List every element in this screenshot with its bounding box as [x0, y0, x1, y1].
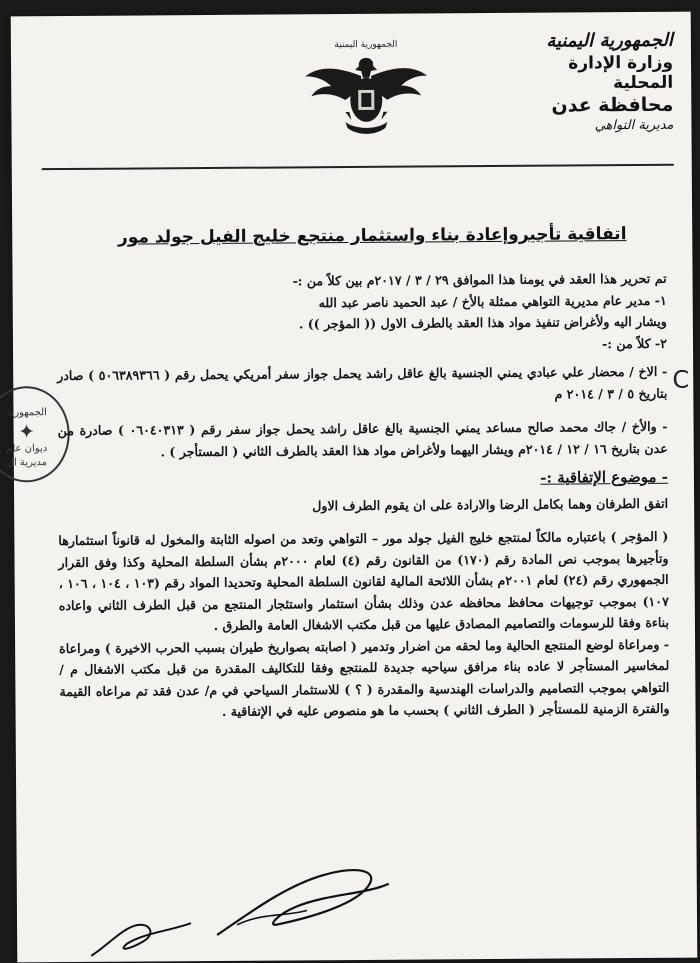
header-divider [42, 164, 674, 170]
paragraph-party-2-intro: ٢- كلاً من :- [602, 335, 668, 351]
letterhead [503, 30, 674, 134]
signature-right [207, 854, 398, 945]
signature-left [87, 915, 197, 962]
document-title: اتفاقية تأجيروإعادة بناء واستثمار منتجع خليج الفيل جولد مور [117, 224, 627, 248]
paragraph-agreement-conditions: - ومراعاة لوضع المنتجع الحالية وما لحقه من اضرار وتدمير ( اصابته بصواريخ طيران بسبب الحرب الاخيرة ) ومراعاة لمخاسير المستأجر لا عاده بناء مرافق سياحيه جديدة للمنتجع وفقا للتكاليف المقدرة من قبل مكتب الاشغال م / التواهي بموجب التصاميم والدراسات الهندسية والمقدرة ( ؟ ) للاستثمار السياحي في م/ عدن فقد تم مراعاه القيمة والفترة الزمنية للمستأجر ( الطرف الثاني ) بحسب ما هو منصوص عليه في الإتفاقية . [59, 636, 670, 719]
paragraph-agreement-basis: ( المؤجر ) باعتباره مالكاً لمنتجع خليج الفيل جولد مور – التواهي وتعد من اصوله الثابتة والمخول له قانوناً استثمارها وتأجيرها بموجب نص المادة رقم (١٧٠) من القانون رقم (٤) لعام ٢٠٠٠م بشأن السلطة المحلية وكذا وفق القرار الجمهوري رقم (٢٤) لعام ٢٠٠١م بشأن اللائحة المالية لقانون السلطة المحلية وتحديدا المواد رقم (١٠٣ ، ١٠٤ ، ١٠٦ ، ١٠٧) بموجب توجيهات محافظ محافظه عدن وذلك بشأن استثمار واستئجار المنتجع من قبل الطرف الثاني واعاده بناءة وفقا للرسومات والتصاميم المصادق عليها من قبل مكتب الاشغال العامة والطرق . [58, 528, 670, 633]
header-governorate: محافظة عدن [551, 93, 674, 117]
section-heading: - موضوع الإتفاقية :- [540, 467, 668, 487]
paragraph-agreement-intro: اتفق الطرفان وهما بكامل الرضا والارادة على ان يقوم الطرف الاول [312, 495, 669, 513]
paragraph-party-2b: - والأخ / جاك محمد صالح مساعد يمني الجنسية بالغ عاقل راشد يحمل جواز سفر رقم ( ٠٦٠٤٠٣١٣ ) صادرة من عدن بتاريخ ١٦ / ١٢ / ٢٠١٤م ويشار اليهما ولأغراض مواد هذا العقد بالطرف الثاني ( المستأجر ) . [57, 418, 668, 459]
stamp-line-3: مديرية ال [6, 457, 48, 469]
paragraph-party-2a: - الاخ / محضار علي عبادي يمني الجنسية بالغ عاقل راشد يحمل جواز سفر أمريكي يحمل رقم ( ٥٠٦٣٨٩٣٦٦ ) صادر بتاريخ ٥ / ٣ / ٢٠١٤ م [57, 363, 668, 402]
paragraph-date: تم تحرير هذا العقد في يومنا هذا الموافق ٢٩ / ٣ / ٢٠١٧م بين كلاً من :- [292, 270, 667, 289]
margin-bracket-mark: C [672, 365, 690, 394]
emblem [296, 39, 437, 150]
stamp-eagle-icon: ✦ [18, 419, 36, 444]
header-country: الجمهورية اليمنية [546, 29, 673, 52]
stamp-line-2: ديوان عام [6, 443, 48, 455]
header-district: مديرية التواهي [594, 117, 674, 134]
paragraph-party-1: ١- مدير عام مديرية التواهي ممثلة بالأخ / عبد الحميد ناصر عبد الله [318, 292, 667, 310]
eagle-emblem-icon [301, 49, 432, 142]
agreement-body [56, 268, 669, 724]
paragraph-party-1-role: ويشار اليه ولأغراض تنفيذ مواد هذا العقد بالطرف الاول (( المؤجر )) . [298, 313, 667, 332]
document-page [6, 12, 698, 963]
header-ministry: وزارة الإدارة المحلية [568, 52, 674, 94]
stamp-line-1: الجمهورية [6, 407, 47, 419]
emblem-caption: الجمهورية اليمنية [334, 39, 398, 51]
